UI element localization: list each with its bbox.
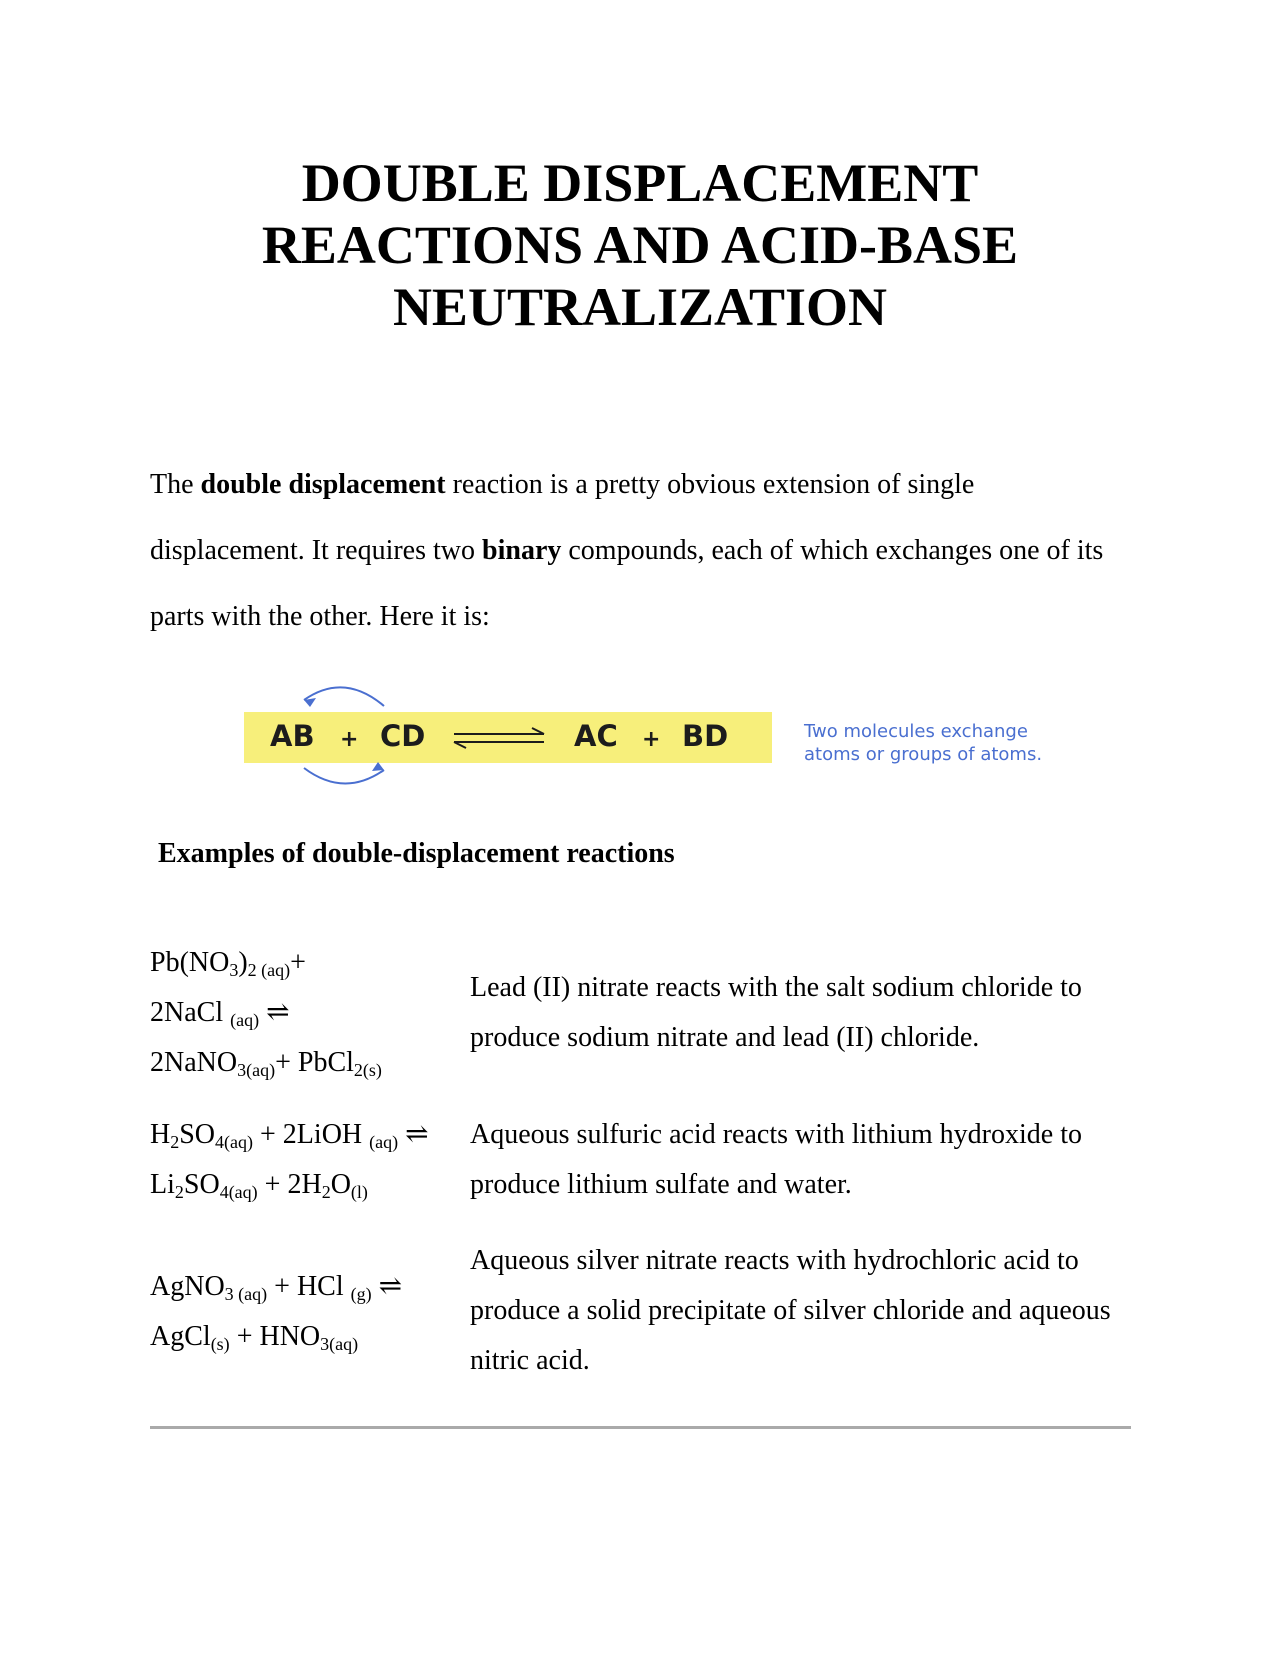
intro-text: reaction is a pretty obvious extension of single displacement. It requires two [150,469,975,566]
diagram-caption [804,720,1064,766]
title-line: REACTIONS AND ACID-BASE [261,215,1019,275]
double-displacement-diagram [244,676,1064,796]
equation-line: $Li_2SO_{4(aq)} + 2H_2O_{(l)}$ [150,1169,368,1202]
subscript: (g) [350,1284,372,1304]
examples-heading: Examples of double-displacement reactions [158,838,675,869]
equation [150,1262,402,1362]
subscript: 2 [174,1182,184,1202]
subscript: (s) [210,1334,230,1354]
equation-line: 2NaNO$_{3(aq)}$+ PbCl$_{2(s)}$ [150,1047,382,1080]
intro-term-double-displacement: double displacement [200,469,446,500]
subscript: 4(aq) [219,1182,258,1202]
equation-line: $H_2SO_{4(aq)}$ + 2LiOH $_{(aq)}$ ⇌ [150,1119,429,1152]
caption-line: atoms or groups of atoms. [804,744,1043,765]
subscript: (l) [350,1182,368,1202]
subscript: 3(aq) [320,1334,359,1354]
equation-line: AgNO$_{3 (aq)}$ + HCl $_{(g)}$ ⇌ [150,1271,403,1304]
subscript: 2 [321,1182,331,1202]
diagram-plus: + [340,727,359,752]
horizontal-rule [150,1426,1131,1429]
subscript: (aq) [230,1010,260,1030]
diagram-bd: BD [682,719,729,753]
subscript: 4(aq) [215,1132,254,1152]
intro-text: The [150,469,201,500]
subscript: 3 [229,960,239,980]
reaction-description: Aqueous silver nitrate reacts with hydrochloric acid to produce a solid precipitate of silver chloride and aqueous nitric acid. [470,1245,1111,1376]
diagram-cd: CD [380,719,426,753]
equation [150,1110,429,1210]
equation-line: AgCl$_{(s)}$ + $HNO_{3(aq)}$ [150,1321,359,1354]
subscript: 2 (aq) [247,960,291,980]
subscript: 2(s) [353,1060,382,1080]
diagram-ab: AB [270,719,315,753]
subscript: (aq) [369,1132,399,1152]
equation-line: 2NaCl $_{(aq)}$ ⇌ [150,997,290,1030]
reaction-description: Lead (II) nitrate reacts with the salt sodium chloride to produce sodium nitrate and lead (II) chloride. [470,972,1082,1053]
subscript: 3(aq) [237,1060,276,1080]
page-title [150,152,1130,338]
diagram-plus: + [642,727,661,752]
title-line: DOUBLE DISPLACEMENT [301,153,979,213]
intro-paragraph [150,452,1130,650]
equation [150,938,382,1088]
subscript: 3 (aq) [224,1284,268,1304]
reaction-description: Aqueous sulfuric acid reacts with lithium hydroxide to produce lithium sulfate and water. [470,1119,1082,1200]
intro-text: compounds, each of which exchanges one of its parts with the other. Here it is: [150,535,1104,632]
caption-line: Two molecules exchange [804,721,1028,742]
subscript: 2 [170,1132,180,1152]
equation-line: $Pb(NO_3)_{2 (aq)}+$ [150,947,306,980]
title-line: NEUTRALIZATION [392,277,888,337]
intro-term-binary: binary [482,535,562,566]
diagram-ac: AC [574,719,618,753]
